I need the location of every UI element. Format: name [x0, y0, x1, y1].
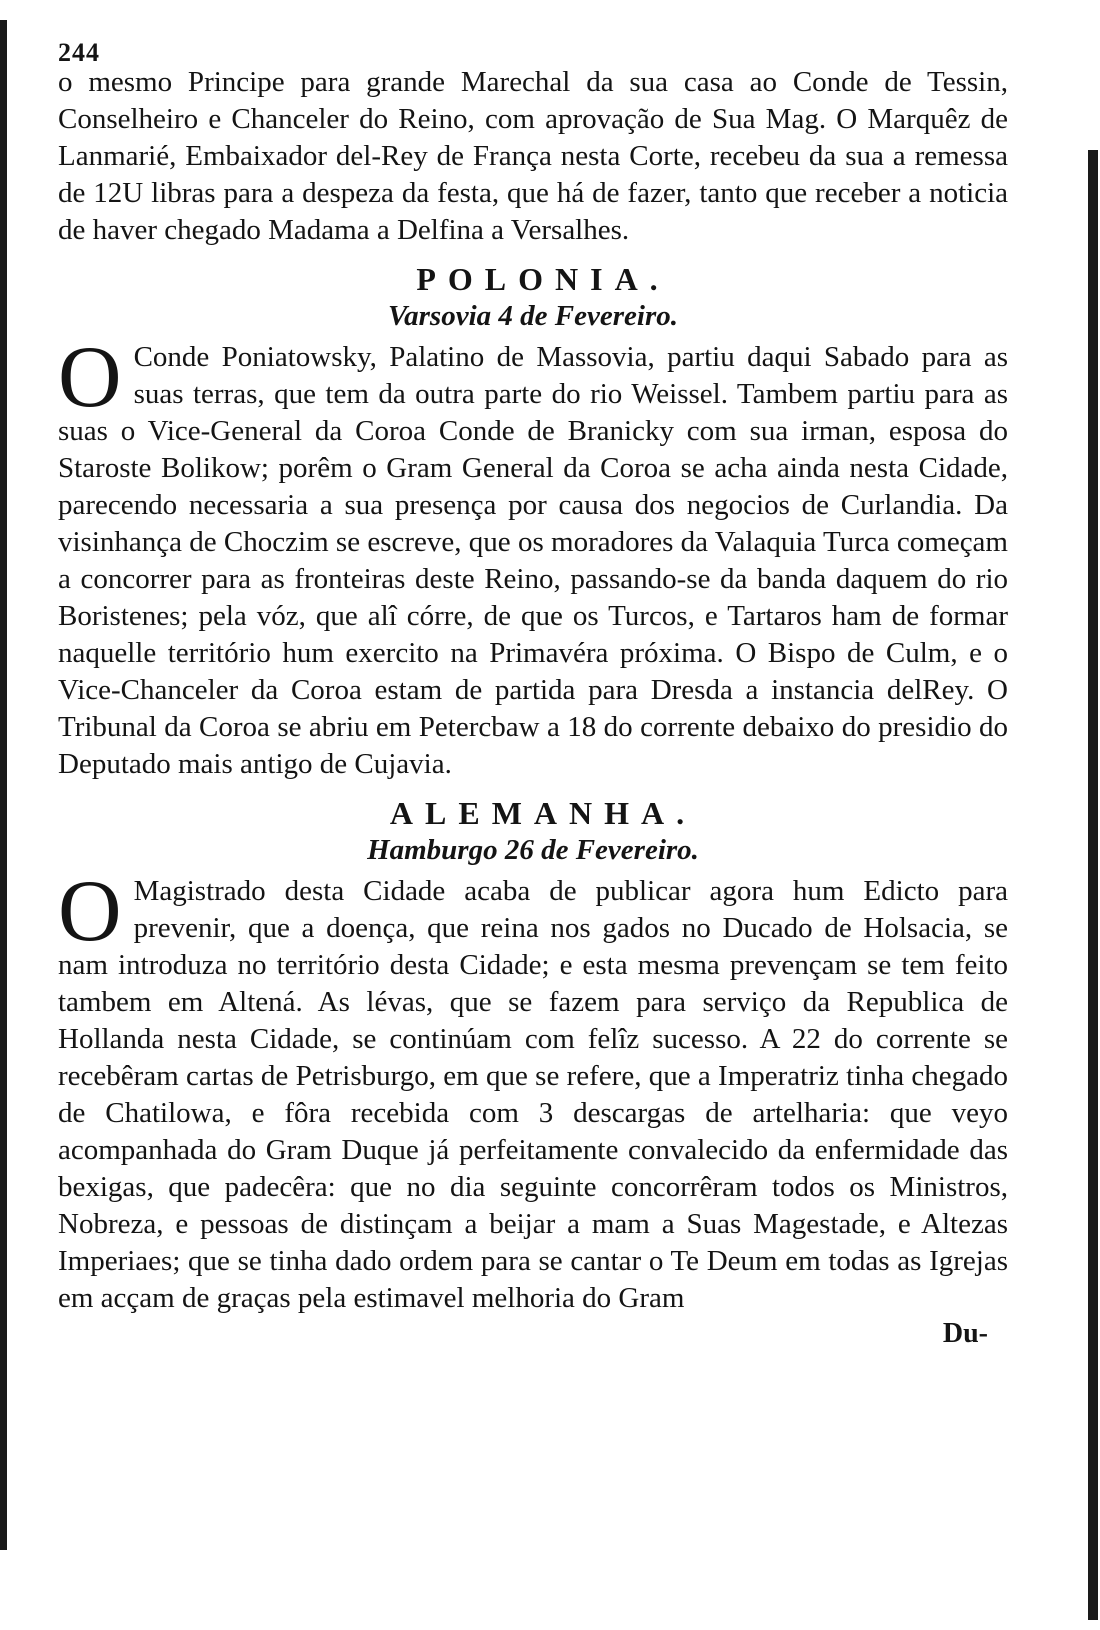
article-alemanha-text: Magistrado desta Cidade acaba de publicar agora hum Edicto para prevenir, que a doença, que reina nos gados no Ducado de Holsacia, se nam introduza no território desta Cidade; e esta mesma prevençam se tem feito tambem em Altená. As lévas, que se fazem para serviço da Republica de Hollanda nesta Cidade, se continúam com felîz sucesso. A 22 do corrente se recebêram cartas de Petrisburgo, em que se refere, que a Imperatriz tinha chegado de Chatilowa, e fôra recebida com 3 descargas de artelharia: que veyo acompanhada do Gram Duque já perfeitamente convalecido da enfermidade das bexigas, que padecêra: que no dia seguinte concorrêram todos os Ministros, Nobreza, e pessoas de distinçam a beijar a mam a Suas Magestade, e Altezas Imperiaes; que se tinha dado ordem para se cantar o Te Deum em todas as Igrejas em acçam de graças pela estimavel melhoria do Gram [58, 875, 1008, 1314]
drop-cap-initial: O [58, 329, 122, 426]
dateline-varsovia: Varsovia 4 de Fevereiro. [388, 300, 678, 332]
page-text-block [58, 40, 1008, 1351]
page-number: 244 [58, 38, 100, 67]
article-polonia-text: Conde Poniatowsky, Palatino de Massovia, partiu daqui Sabado para as suas terras, que tem da outra parte do rio Weissel. Tambem partiu para as suas o Vice-General da Coroa Conde de Branicky com sua irman, esposa do Staroste Bolikow; porêm o Gram General da Coroa se acha ainda nesta Cidade, parecendo necessaria a sua presença por causa dos negocios de Curlandia. Da visinhança de Choczim se escreve, que os moradores da Valaquia Turca começam a concorrer para as fronteiras deste Reino, passando-se da banda daquem do rio Boristenes; pela vóz, que alî córre, de que os Turcos, e Tartaros ham de formar naquelle território hum exercito na Primavéra próxima. O Bispo de Culm, e o Vice-Chanceler da Coroa estam de partida para Dresda a instancia delRey. O Tribunal da Coroa se abriu em Petercbaw a 18 do corrente debaixo do presidio do Deputado mais antigo de Cujavia. [58, 341, 1008, 780]
section-polonia [58, 259, 1008, 783]
dateline-hamburgo: Hamburgo 26 de Fevereiro. [367, 834, 699, 866]
opening-paragraph: o mesmo Principe para grande Marechal da sua casa ao Conde de Tessin, Conselheiro e Chanceler do Reino, com aprovação de Sua Mag. O Marquêz de Lanmarié, Embaixador del-Rey de França nesta Corte, recebeu da sua a remessa de 12U libras para a despeza da festa, que há de fazer, tanto que receber a noticia de haver chegado Madama a Delfina a Versalhes. [58, 66, 1008, 246]
section-alemanha [58, 793, 1008, 1317]
article-polonia [58, 329, 1008, 783]
page-left-edge-shadow [0, 20, 7, 1550]
article-alemanha [58, 863, 1008, 1317]
section-heading-polonia: POLONIA. [416, 261, 670, 297]
catchword: Du- [942, 1318, 988, 1349]
section-heading-alemanha: ALEMANHA. [389, 795, 697, 831]
drop-cap-initial: O [58, 863, 122, 960]
page-right-edge-shadow [1088, 150, 1098, 1620]
